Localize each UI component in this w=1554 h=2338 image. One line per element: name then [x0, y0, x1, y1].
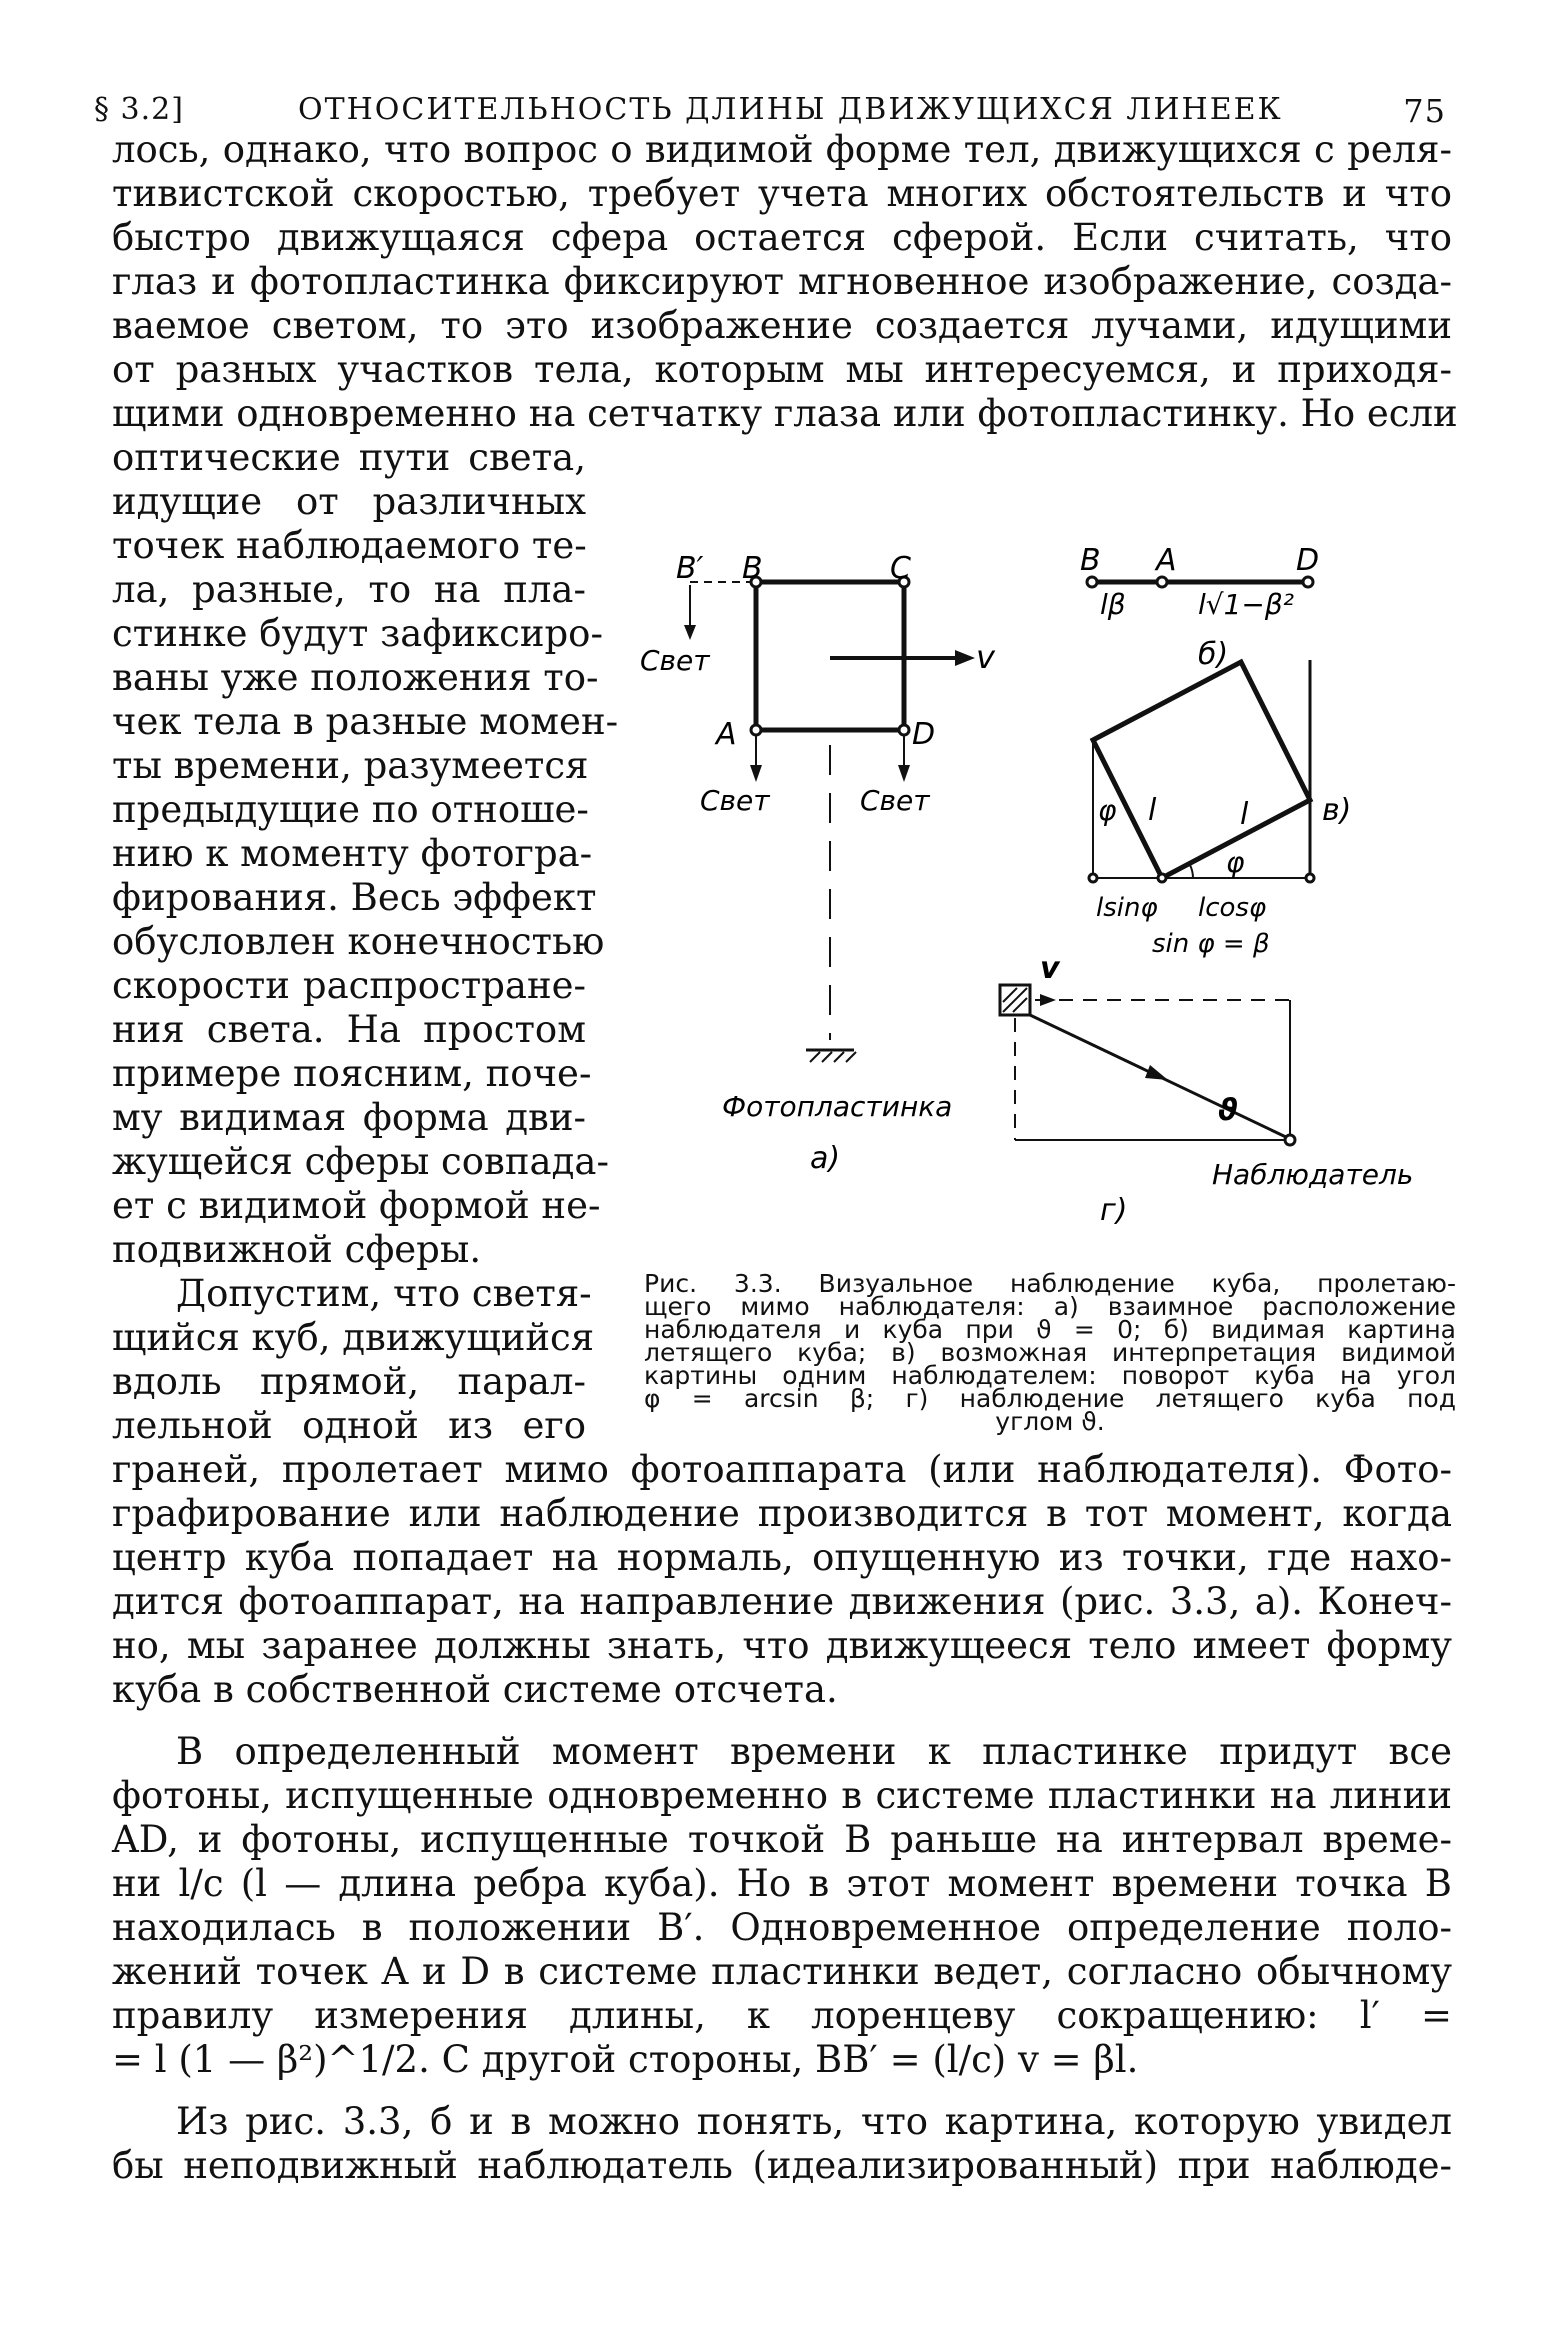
text-line: щийся куб, движущийся — [112, 1316, 595, 1359]
text-line: вдоль прямой, парал- — [112, 1360, 586, 1403]
running-title: ОТНОСИТЕЛЬНОСТЬ ДЛИНЫ ДВИЖУЩИХСЯ ЛИНЕЕК — [298, 92, 1283, 127]
label-b: B — [1080, 543, 1101, 578]
text-line: примере поясним, поче- — [112, 1052, 592, 1095]
text-line: лось, однако, что вопрос о видимой форме тел, движущихся с реля- — [112, 128, 1452, 171]
caption-line: углом ϑ. — [995, 1407, 1105, 1436]
text-line: центр куба попадает на нормаль, опущенную из точки, где нахо- — [112, 1536, 1452, 1579]
text-line: тивистской скоростью, требует учета многих обстоятельств и что — [112, 172, 1452, 215]
text-line: нию к моменту фотогра- — [112, 832, 593, 875]
text-line: обусловлен конечностью — [112, 920, 605, 963]
projection-label: lcosφ — [1198, 893, 1267, 923]
text-line: ваны уже положения то- — [112, 656, 599, 699]
caption-line: Рис. 3.3. Визуальное наблюдение куба, пролетаю- — [644, 1269, 1456, 1298]
figure-3-3 — [630, 530, 1460, 1260]
text-line: жущейся сферы совпада- — [112, 1140, 609, 1183]
relation-label: sin φ = β — [1152, 929, 1270, 959]
text-line: В определенный момент времени к пластинке придут все — [176, 1730, 1452, 1773]
text-line: ла, разные, то на пла- — [112, 568, 586, 611]
velocity-label: v — [976, 638, 995, 676]
text-line: чек тела в разные момен- — [112, 700, 619, 743]
caption-line: φ = arcsin β; г) наблюдение летящего куба под — [644, 1384, 1456, 1413]
label-c: C — [890, 551, 911, 586]
text-line: но, мы заранее должны знать, что движущееся тело имеет форму — [112, 1624, 1452, 1667]
text-line: фотоны, испущенные одновременно в системе пластинки на линии — [112, 1774, 1452, 1817]
text-line: Допустим, что светя- — [176, 1272, 592, 1315]
caption-line: картины одним наблюдателем: поворот куба на угол — [644, 1361, 1456, 1390]
text-line: оптические пути света, — [112, 436, 586, 479]
text-line: глаз и фотопластинка фиксируют мгновенное изображение, созда- — [112, 260, 1452, 303]
projection-label: lsinφ — [1096, 893, 1158, 923]
text-line: быстро движущаяся сфера остается сферой. Если считать, что — [112, 216, 1452, 259]
panel-label-b: б) — [1198, 637, 1229, 672]
text-line: = l (1 — β²)^1/2. С другой стороны, BB′ = (l/c) v = βl. — [112, 2038, 1139, 2081]
page-number: 75 — [1403, 92, 1446, 130]
angle-label: φ — [1098, 794, 1117, 827]
observer-label: Наблюдатель — [1212, 1158, 1414, 1191]
label-a: A — [1156, 543, 1177, 578]
edge-label: l — [1240, 797, 1249, 832]
text-line: бы неподвижный наблюдатель (идеализированный) при наблюде- — [112, 2144, 1452, 2187]
text-line: подвижной сферы. — [112, 1228, 482, 1271]
angle-label: φ — [1226, 846, 1245, 879]
text-line: предыдущие по отноше- — [112, 788, 589, 831]
text-line: стинке будут зафиксиро- — [112, 612, 603, 655]
section-number: § 3.2] — [94, 92, 184, 127]
caption-line: летящего куба; в) возможная интерпретация видимой — [644, 1338, 1456, 1367]
text-line: идущие от различных — [112, 480, 586, 523]
segment-label: lβ — [1100, 588, 1126, 621]
text-line: находилась в положении B′. Одновременное определение поло- — [112, 1906, 1452, 1949]
rotated-cube — [1093, 662, 1310, 878]
text-line: куба в собственной системе отсчета. — [112, 1668, 838, 1711]
figure-caption — [644, 1269, 1456, 1436]
text-line: щими одновременно на сетчатку глаза или фотопластинку. Но если — [112, 392, 1458, 435]
panel-label-a: а) — [810, 1141, 841, 1176]
label-d: D — [1296, 543, 1320, 578]
text-line: фирования. Весь эффект — [112, 876, 597, 919]
label-d: D — [912, 717, 936, 752]
text-line: скорости распростране- — [112, 964, 586, 1007]
text-line: точек наблюдаемого те- — [112, 524, 587, 567]
edge-label: l — [1148, 793, 1157, 828]
text-line: ни l/c (l — длина ребра куба). Но в этот момент времени точка B — [112, 1862, 1452, 1905]
text-line: графирование или наблюдение производится в тот момент, когда — [112, 1492, 1452, 1535]
velocity-label: v — [1040, 951, 1060, 986]
text-line: AD, и фотоны, испущенные точкой B раньше на интервал време- — [112, 1818, 1452, 1861]
text-line: от разных участков тела, которым мы интересуемся, и приходя- — [112, 348, 1452, 391]
text-line: ваемое светом, то это изображение создается лучами, идущими — [112, 304, 1452, 347]
light-label: Свет — [640, 644, 710, 677]
text-line: му видимая форма дви- — [112, 1096, 586, 1139]
caption-line: наблюдателя и куба при ϑ = 0; б) видимая картина — [644, 1315, 1456, 1344]
angle-label: ϑ — [1218, 1093, 1238, 1128]
text-line: граней, пролетает мимо фотоаппарата (или наблюдателя). Фото- — [112, 1448, 1452, 1491]
text-line: ет с видимой формой не- — [112, 1184, 601, 1227]
text-line: лельной одной из его — [112, 1404, 586, 1447]
text-line: ния света. На простом — [112, 1008, 586, 1051]
text-line: правилу измерения длины, к лоренцеву сокращению: l′ = — [112, 1994, 1452, 2037]
panel-label-c: в) — [1322, 793, 1352, 828]
segment-label: l√1−β² — [1198, 588, 1294, 621]
light-label: Свет — [700, 784, 770, 817]
label-a: A — [716, 717, 737, 752]
light-label: Свет — [860, 784, 930, 817]
text-line: Из рис. 3.3, б и в можно понять, что картина, которую увидел — [176, 2100, 1452, 2143]
label-b-prime: B′ — [676, 551, 704, 586]
text-line: дится фотоаппарат, на направление движения (рис. 3.3, а). Конеч- — [112, 1580, 1452, 1623]
panel-label-d: г) — [1100, 1193, 1128, 1228]
text-line: ты времени, разумеется — [112, 744, 589, 787]
label-b: B — [742, 551, 763, 586]
text-line: жений точек A и D в системе пластинки ведет, согласно обычному — [112, 1950, 1452, 1993]
caption-line: щего мимо наблюдателя: а) взаимное расположение — [644, 1292, 1456, 1321]
plate-label: Фотопластинка — [722, 1090, 953, 1123]
